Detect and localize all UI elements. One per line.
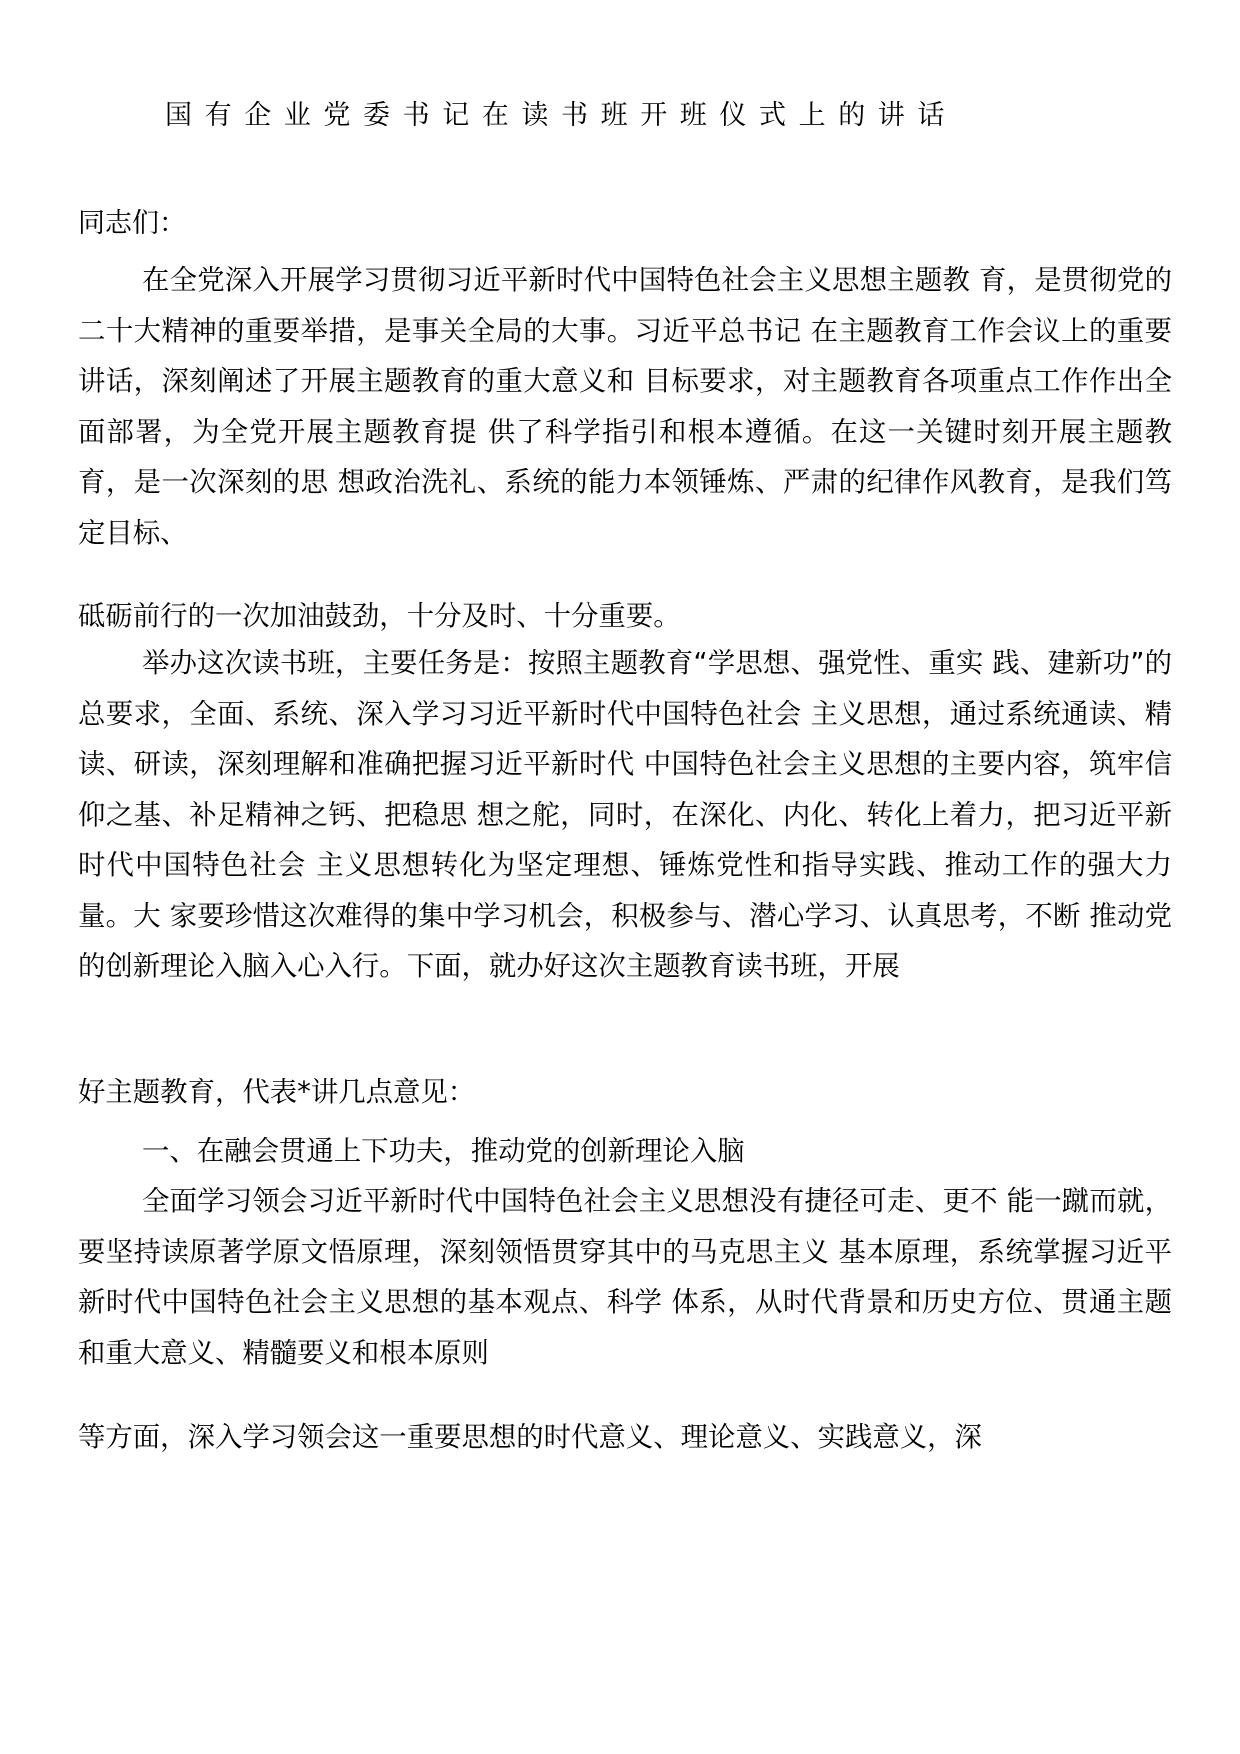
document-title: 国有企业党委书记在读书班开班仪式上的讲话 (165, 100, 957, 131)
paragraph-1-continuation: 砥砺前行的一次加油鼓劲，十分及时、十分重要。 (78, 601, 681, 632)
paragraph-3: 全面学习领会习近平新时代中国特色社会主义思想没有捷径可走、更不 能一蹴而就，要坚持读原著学原文悟原理，深刻领悟贯穿其中的马克思主义 基本原理，系统掌握习近平新时代中国特色社会主义思想的基本观点、科学 体系，从时代背景和历史方位、贯通主题和重大意义、精髓要义和根本原则 (78, 1186, 1172, 1369)
section-heading-1: 一、在融会贯通上下功夫，推动党的创新理论入脑 (142, 1136, 745, 1167)
paragraph-1: 在全党深入开展学习贯彻习近平新时代中国特色社会主义思想主题教 育，是贯彻党的二十大精神的重要举措，是事关全局的大事。习近平总书记 在主题教育工作会议上的重要讲话，深刻阐述了开展主题教育的重大意义和 目标要求，对主题教育各项重点工作作出全面部署，为全党开展主题教育提 供了科学指引和根本遵循。在这一关键时刻开展主题教育，是一次深刻的思 想政治洗礼、系统的能力本领锤炼、严肃的纪律作风教育，是我们笃定目标、 (78, 265, 1172, 549)
paragraph-3-continuation: 等方面，深入学习领会这一重要思想的时代意义、理论意义、实践意义，深 (78, 1422, 982, 1453)
paragraph-2-continuation: 好主题教育，代表*讲几点意见： (78, 1077, 476, 1108)
paragraph-2: 举办这次读书班，主要任务是：按照主题教育“学思想、强党性、重实 践、建新功”的总要求，全面、系统、深入学习习近平新时代中国特色社会 主义思想，通过系统通读、精读、研读，深刻理解和准确把握习近平新时代 中国特色社会主义思想的主要内容，筑牢信仰之基、补足精神之钙、把稳思 想之舵，同时，在深化、内化、转化上着力，把习近平新时代中国特色社会 主义思想转化为坚定理想、锤炼党性和指导实践、推动工作的强大力量。大 家要珍惜这次难得的集中学习机会，积极参与、潜心学习、认真思考，不断 推动党的创新理论入脑入心入行。下面，就办好这次主题教育读书班，开展 (78, 648, 1172, 982)
salutation: 同志们： (78, 208, 186, 239)
